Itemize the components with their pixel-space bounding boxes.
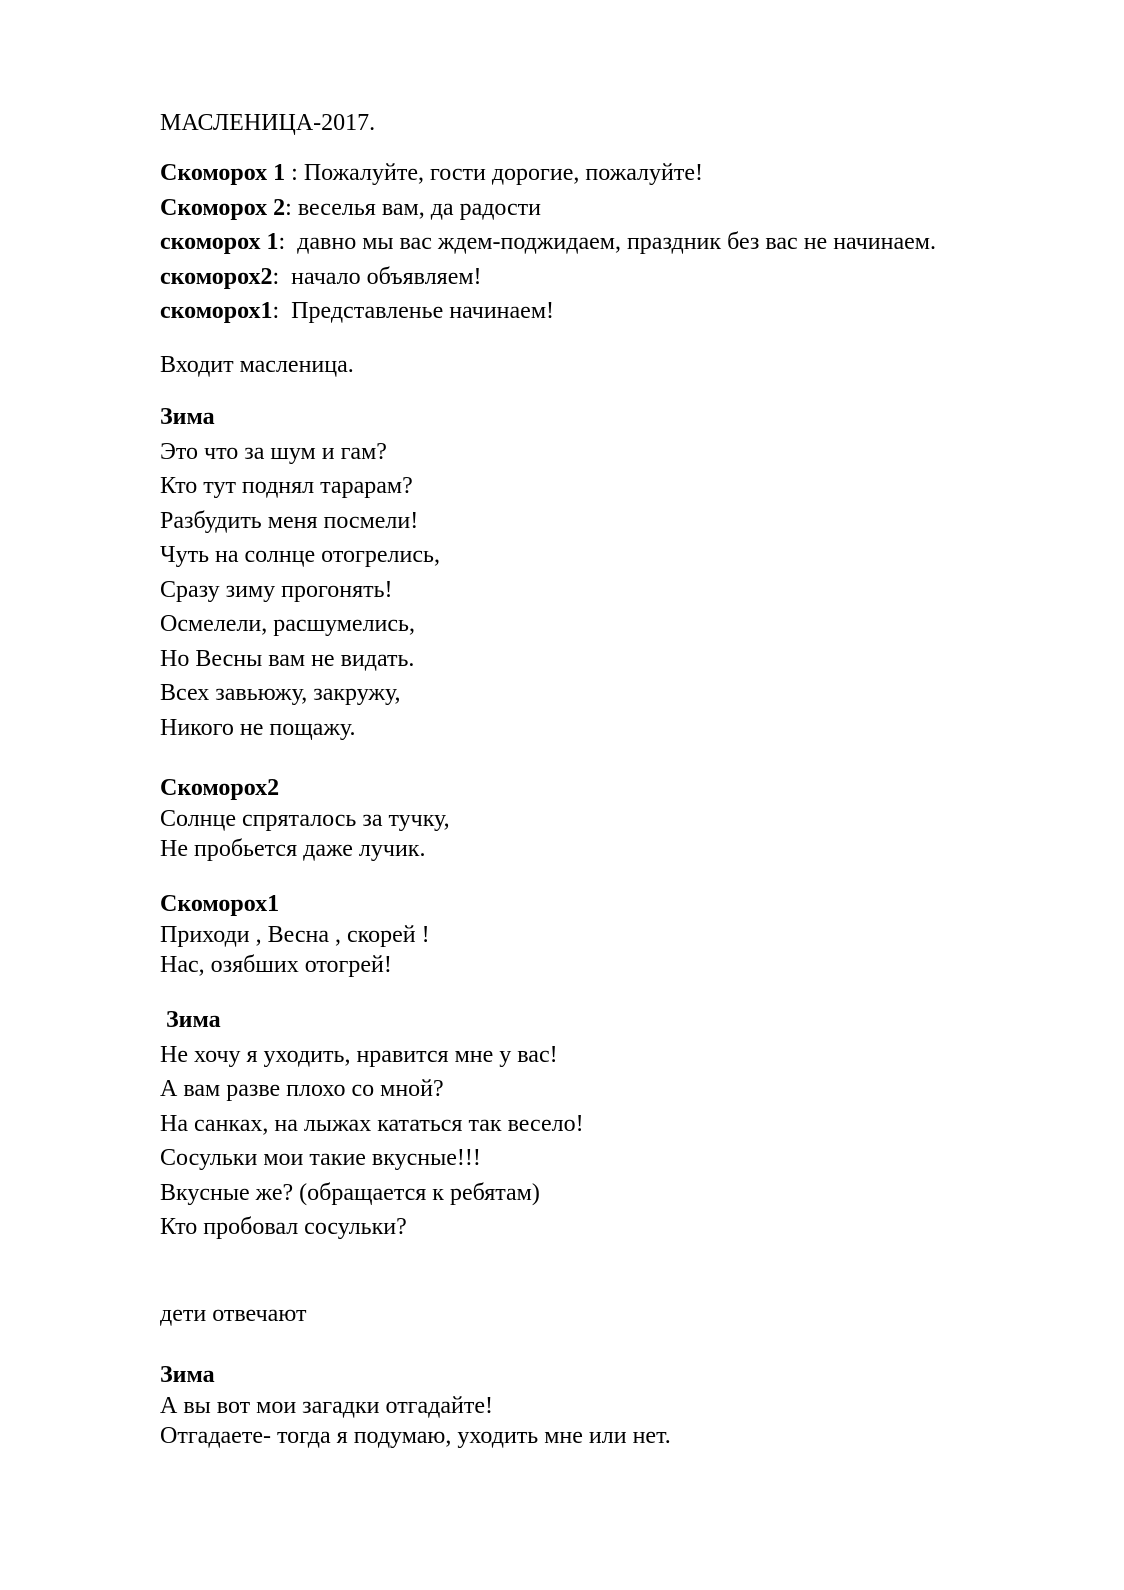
separator: : — [278, 229, 298, 255]
verse-line: Кто пробовал сосульки? — [160, 1214, 407, 1240]
verse-line: Сосульки мои такие вкусные!!! — [160, 1145, 481, 1171]
separator: : — [272, 298, 292, 324]
opening-dialogue — [160, 158, 936, 331]
verse-line: Но Весны вам не видать. — [160, 645, 415, 672]
separator: : — [285, 160, 304, 186]
dialogue-line — [160, 193, 936, 228]
verse-line: Приходи , Весна , скорей ! — [160, 921, 430, 948]
verse-line: На санках, на лыжах кататься так весело! — [160, 1110, 584, 1137]
speaker-heading: Скоморох2 — [160, 775, 280, 801]
speaker-heading: Зима — [160, 404, 215, 430]
verse-line: Не хочу я уходить, нравится мне у вас! — [160, 1041, 558, 1068]
speaker-heading: Зима — [160, 1362, 215, 1388]
stage-direction-text: Входит масленица. — [160, 352, 354, 378]
speaker-name: скоморох1 — [160, 298, 273, 324]
verse-line: Отгадаете- тогда я подумаю, уходить мне или нет. — [160, 1423, 671, 1449]
dialogue-text: Представленье начинаем! — [291, 298, 554, 324]
verse-line: Никого не пощажу. — [160, 714, 356, 741]
zima-speech-1 — [160, 402, 440, 747]
verse-line: Сразу зиму прогонять! — [160, 576, 393, 603]
stage-direction-text: дети отвечают — [160, 1301, 307, 1327]
dialogue-line — [160, 158, 936, 193]
separator: : — [285, 194, 298, 221]
verse-line: Солнце спряталось за тучку, — [160, 805, 450, 832]
skomorokh2-speech — [160, 773, 450, 865]
dialogue-line — [160, 262, 936, 297]
verse-line: Не пробьется даже лучик. — [160, 836, 426, 862]
speaker-name: скоморох 1 — [160, 229, 279, 255]
stage-direction — [160, 1299, 306, 1334]
dialogue-text: веселья вам, да радости — [297, 194, 542, 221]
dialogue-text: Пожалуйте, гости дорогие, пожалуйте! — [303, 160, 704, 186]
stage-direction — [160, 350, 354, 385]
speaker-name: скоморох2 — [160, 263, 273, 290]
speaker-heading: Скоморох1 — [160, 891, 280, 917]
speaker-name: Скоморох 1 — [160, 160, 286, 186]
verse-line: Разбудить меня посмели! — [160, 507, 419, 534]
verse-line: Это что за шум и гам? — [160, 438, 387, 465]
verse-line: Кто тут поднял тарарам? — [160, 473, 413, 499]
separator: : — [272, 263, 292, 290]
document-title: МАСЛЕНИЦА-2017. — [160, 110, 376, 136]
dialogue-text: начало объявляем! — [291, 263, 482, 290]
verse-line: Чуть на солнце отогрелись, — [160, 542, 440, 568]
verse-line: Осмелели, расшумелись, — [160, 611, 415, 637]
dialogue-text: давно мы вас ждем-поджидаем, праздник без вас не начинаем. — [297, 229, 936, 255]
speaker-name: Скоморох 2 — [160, 194, 286, 221]
zima-speech-2 — [160, 1005, 584, 1247]
dialogue-line — [160, 227, 936, 262]
skomorokh1-speech — [160, 889, 430, 981]
verse-line: Нас, озябших отогрей! — [160, 952, 392, 978]
verse-line: Всех завьюжу, закружу, — [160, 680, 401, 706]
verse-line: А вы вот мои загадки отгадайте! — [160, 1392, 494, 1419]
verse-line: Вкусные же? (обращается к ребятам) — [160, 1179, 540, 1206]
speaker-heading: Зима — [166, 1007, 221, 1033]
dialogue-line — [160, 296, 936, 331]
verse-line: А вам разве плохо со мной? — [160, 1076, 444, 1102]
zima-speech-3 — [160, 1360, 671, 1452]
